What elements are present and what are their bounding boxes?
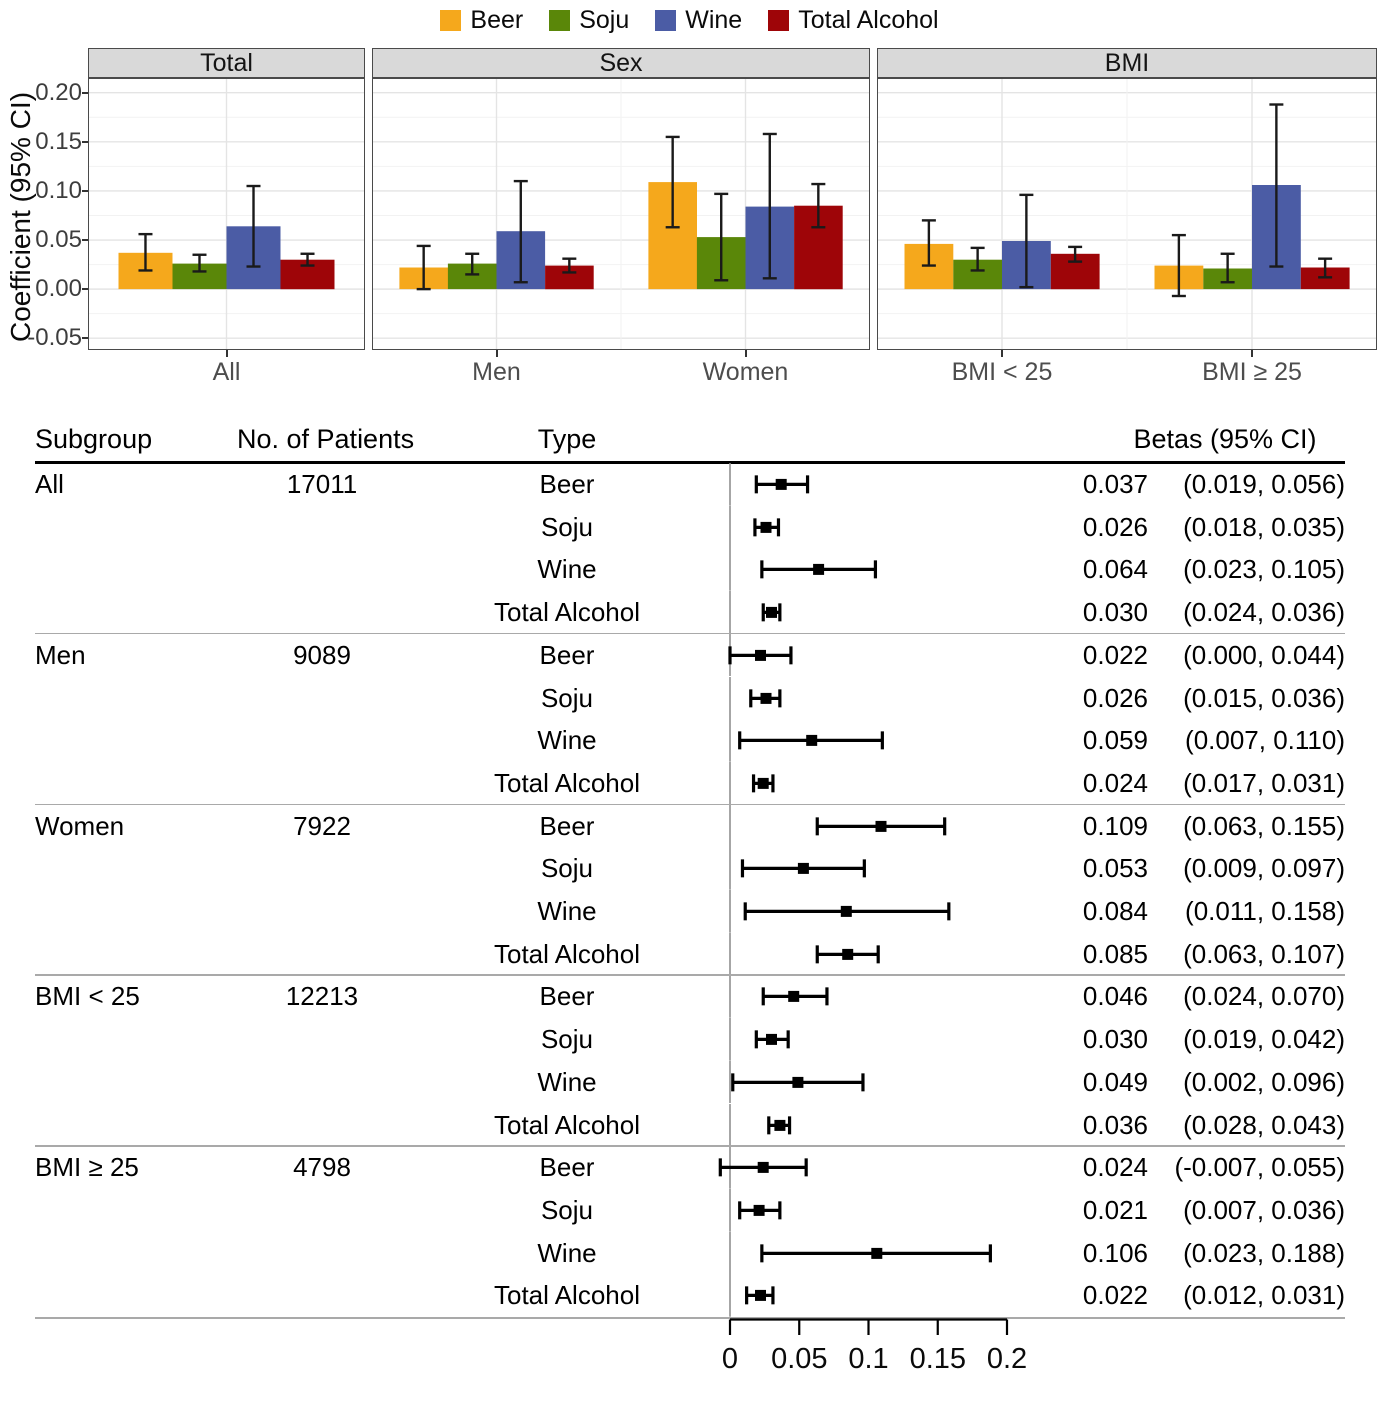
group-separator bbox=[35, 804, 1345, 806]
beta-value-cell: 0.024 bbox=[1082, 1152, 1148, 1183]
legend-item bbox=[440, 6, 523, 35]
forest-row-plot bbox=[700, 719, 1045, 762]
beta-value-cell: 0.024 bbox=[1082, 767, 1148, 798]
ci-value-cell: (-0.007, 0.055) bbox=[1174, 1152, 1345, 1183]
forest-row-plot bbox=[700, 933, 1045, 976]
y-axis-title: Coefficient (95% CI) bbox=[5, 91, 36, 343]
forest-row-plot bbox=[700, 1061, 1045, 1104]
beta-value-cell: 0.036 bbox=[1082, 1109, 1148, 1140]
group-separator bbox=[35, 974, 1345, 976]
legend-item bbox=[655, 6, 742, 35]
forest-row-plot bbox=[700, 677, 1045, 720]
facet-panel bbox=[372, 78, 870, 358]
ci-value-cell: (0.024, 0.036) bbox=[1183, 597, 1345, 628]
col-header-subgroup: Subgroup bbox=[35, 424, 153, 454]
beta-value-cell: 0.084 bbox=[1082, 896, 1148, 926]
ci-value-cell: (0.018, 0.035) bbox=[1183, 511, 1345, 542]
subgroup-cell: BMI < 25 bbox=[35, 981, 140, 1012]
ci-value-cell: (0.063, 0.107) bbox=[1183, 938, 1345, 969]
forest-row-plot bbox=[700, 506, 1045, 549]
forest-x-axis bbox=[700, 1318, 1045, 1344]
beta-value-cell: 0.022 bbox=[1082, 1280, 1148, 1311]
subgroup-cell: All bbox=[35, 469, 64, 499]
facet-strip: Sex bbox=[372, 48, 870, 78]
forest-row-plot bbox=[700, 1104, 1045, 1147]
beta-value-cell: 0.106 bbox=[1082, 1237, 1148, 1268]
legend-label: Soju bbox=[579, 6, 630, 34]
beta-value-cell: 0.064 bbox=[1082, 554, 1148, 585]
ci-value-cell: (0.007, 0.036) bbox=[1183, 1194, 1345, 1225]
ci-value-cell: (0.015, 0.036) bbox=[1183, 682, 1345, 713]
ci-value-cell: (0.011, 0.158) bbox=[1185, 896, 1345, 926]
table-bottom-rule bbox=[35, 1317, 1345, 1319]
y-tick-label: 0.10 bbox=[35, 176, 82, 204]
ci-value-cell: (0.007, 0.110) bbox=[1185, 725, 1345, 756]
type-cell: Total Alcohol bbox=[494, 597, 640, 628]
y-tick-label: 0.00 bbox=[35, 275, 82, 303]
beta-value-cell: 0.030 bbox=[1082, 597, 1148, 628]
col-header-type: Type bbox=[537, 424, 597, 454]
legend-item bbox=[549, 6, 629, 35]
beta-value-cell: 0.022 bbox=[1082, 639, 1148, 670]
x-axis-label: BMI ≥ 25 bbox=[1202, 358, 1302, 386]
forest-row-plot bbox=[700, 847, 1045, 890]
patients-cell: 4798 bbox=[293, 1152, 351, 1183]
subgroup-cell: Women bbox=[35, 810, 125, 841]
type-cell: Beer bbox=[539, 810, 595, 841]
facet-panel bbox=[88, 78, 365, 358]
type-cell: Total Alcohol bbox=[494, 767, 640, 798]
y-tick-label: 0.20 bbox=[35, 78, 82, 106]
type-cell: Wine bbox=[537, 554, 597, 585]
table-header-rule bbox=[35, 461, 1345, 464]
legend-swatch-icon bbox=[655, 10, 676, 31]
type-cell: Beer bbox=[539, 639, 595, 670]
group-separator bbox=[35, 1145, 1345, 1147]
x-axis-label: Women bbox=[702, 358, 789, 386]
subgroup-cell: Men bbox=[35, 639, 86, 670]
type-cell: Total Alcohol bbox=[494, 1109, 640, 1140]
y-tick-label: 0.05 bbox=[35, 226, 82, 253]
patients-cell: 7922 bbox=[293, 810, 351, 841]
forest-row-plot bbox=[700, 591, 1045, 634]
ci-value-cell: (0.019, 0.042) bbox=[1183, 1024, 1345, 1055]
type-cell: Wine bbox=[537, 896, 597, 926]
beta-value-cell: 0.046 bbox=[1082, 981, 1148, 1012]
x-axis-label: Men bbox=[472, 358, 521, 386]
x-axis-label: BMI < 25 bbox=[951, 358, 1053, 386]
y-tick-label: -0.05 bbox=[27, 324, 82, 352]
patients-cell: 12213 bbox=[285, 981, 359, 1012]
ci-value-cell: (0.063, 0.155) bbox=[1183, 810, 1345, 841]
ci-value-cell: (0.012, 0.031) bbox=[1183, 1280, 1345, 1311]
beta-value-cell: 0.049 bbox=[1082, 1066, 1148, 1097]
col-header-patients: No. of Patients bbox=[237, 424, 415, 454]
ci-value-cell: (0.024, 0.070) bbox=[1183, 981, 1345, 1012]
facet-strip: Total bbox=[88, 48, 365, 78]
ci-value-cell: (0.028, 0.043) bbox=[1183, 1109, 1345, 1140]
legend-label: Total Alcohol bbox=[798, 6, 939, 34]
forest-axis-tick-label: 0.05 bbox=[771, 1343, 828, 1375]
legend-label: Wine bbox=[685, 6, 743, 34]
y-tick-label: 0.15 bbox=[35, 127, 82, 155]
type-cell: Wine bbox=[537, 725, 597, 756]
type-cell: Total Alcohol bbox=[494, 938, 640, 969]
type-cell: Beer bbox=[539, 469, 595, 499]
forest-row-plot bbox=[700, 463, 1045, 506]
ci-value-cell: (0.023, 0.105) bbox=[1183, 554, 1345, 585]
type-cell: Soju bbox=[540, 682, 594, 713]
x-axis-label: All bbox=[212, 358, 241, 386]
ci-value-cell: (0.017, 0.031) bbox=[1183, 767, 1345, 798]
legend-swatch-icon bbox=[440, 10, 461, 31]
forest-row-plot bbox=[700, 890, 1045, 933]
legend-item bbox=[768, 6, 938, 35]
beta-value-cell: 0.059 bbox=[1082, 725, 1148, 756]
subgroup-cell: BMI ≥ 25 bbox=[35, 1152, 139, 1183]
type-cell: Beer bbox=[539, 1152, 595, 1183]
forest-row-plot bbox=[700, 805, 1045, 848]
forest-row-plot bbox=[700, 1146, 1045, 1189]
type-cell: Wine bbox=[537, 1066, 597, 1097]
ci-value-cell: (0.023, 0.188) bbox=[1183, 1237, 1345, 1268]
forest-row-plot bbox=[700, 1232, 1045, 1275]
type-cell: Beer bbox=[539, 981, 595, 1012]
type-cell: Soju bbox=[540, 1024, 594, 1055]
facet-strip: BMI bbox=[877, 48, 1377, 78]
forest-row-plot bbox=[700, 634, 1045, 677]
forest-row-plot bbox=[700, 975, 1045, 1018]
type-cell: Soju bbox=[540, 511, 594, 542]
beta-value-cell: 0.021 bbox=[1082, 1194, 1148, 1225]
ci-value-cell: (0.009, 0.097) bbox=[1183, 853, 1345, 884]
group-separator bbox=[35, 633, 1345, 635]
legend-swatch-icon bbox=[768, 10, 789, 31]
beta-value-cell: 0.085 bbox=[1082, 938, 1148, 969]
legend-swatch-icon bbox=[549, 10, 570, 31]
beta-value-cell: 0.026 bbox=[1082, 682, 1148, 713]
type-cell: Wine bbox=[537, 1237, 597, 1268]
forest-row-plot bbox=[700, 1274, 1045, 1317]
forest-row-plot bbox=[700, 1189, 1045, 1232]
forest-axis-tick-label: 0.1 bbox=[848, 1343, 889, 1375]
forest-row-plot bbox=[700, 762, 1045, 805]
legend-label: Beer bbox=[470, 6, 524, 34]
ci-value-cell: (0.000, 0.044) bbox=[1183, 639, 1345, 670]
beta-value-cell: 0.026 bbox=[1082, 511, 1148, 542]
type-cell: Total Alcohol bbox=[494, 1280, 640, 1311]
beta-value-cell: 0.030 bbox=[1082, 1024, 1148, 1055]
forest-axis-tick-label: 0.2 bbox=[986, 1343, 1028, 1375]
chart-legend bbox=[0, 6, 1379, 35]
beta-value-cell: 0.109 bbox=[1082, 810, 1148, 841]
beta-value-cell: 0.037 bbox=[1082, 469, 1148, 499]
forest-row-plot bbox=[700, 1018, 1045, 1061]
col-header-betas: Betas (95% CI) bbox=[1133, 424, 1317, 454]
facet-panel bbox=[877, 78, 1377, 358]
patients-cell: 17011 bbox=[286, 469, 358, 499]
ci-value-cell: (0.002, 0.096) bbox=[1183, 1066, 1345, 1097]
forest-axis-tick-label: 0 bbox=[721, 1343, 739, 1375]
forest-row-plot bbox=[700, 548, 1045, 591]
patients-cell: 9089 bbox=[293, 639, 351, 670]
forest-axis-tick-label: 0.15 bbox=[909, 1343, 967, 1375]
beta-value-cell: 0.053 bbox=[1082, 853, 1148, 884]
type-cell: Soju bbox=[540, 853, 594, 884]
ci-value-cell: (0.019, 0.056) bbox=[1183, 469, 1345, 499]
type-cell: Soju bbox=[540, 1194, 594, 1225]
